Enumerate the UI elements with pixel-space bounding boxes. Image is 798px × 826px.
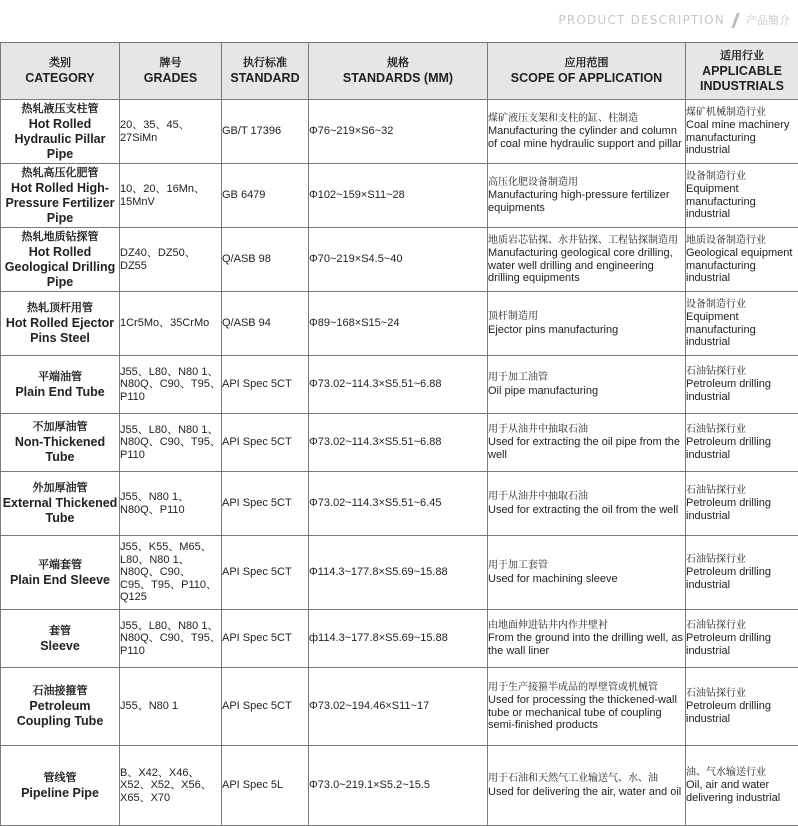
section-title-cn: 产品简介 xyxy=(746,12,790,28)
scope-en: From the ground into the drilling well, as the wall liner xyxy=(488,632,685,657)
scope-en: Oil pipe manufacturing xyxy=(488,385,685,398)
industry-en: Equipment manufacturing industrial xyxy=(686,183,798,221)
industry-cn: 设备制造行业 xyxy=(686,171,798,184)
size-cell: Φ76~219×S6~32 xyxy=(309,100,488,164)
industry-en: Petroleum drilling industrial xyxy=(686,632,798,657)
industry-cell xyxy=(686,610,798,668)
category-en: Pipeline Pipe xyxy=(1,786,119,801)
category-en: Plain End Sleeve xyxy=(1,573,119,588)
category-cell xyxy=(1,228,120,292)
industry-cell xyxy=(686,356,798,414)
category-en: Non-Thickened Tube xyxy=(1,435,119,465)
industry-cn: 地质设备制造行业 xyxy=(686,235,798,248)
size-cell: Φ70~219×S4.5~40 xyxy=(309,228,488,292)
scope-cn: 用于从油井中抽取石油 xyxy=(488,491,685,504)
category-cn: 管线管 xyxy=(1,771,119,786)
column-header-grades: 牌号 GRADES xyxy=(120,43,222,100)
standard-cell: GB/T 17396 xyxy=(222,100,309,164)
scope-cell xyxy=(488,610,686,668)
size-cell: Φ114.3~177.8×S5.69~15.88 xyxy=(309,536,488,610)
scope-cn: 煤矿液压支架和支柱的缸、柱制造 xyxy=(488,113,685,126)
category-cn: 热轧高压化肥管 xyxy=(1,166,119,181)
industry-cn: 石油钻探行业 xyxy=(686,554,798,567)
category-cn: 热轧地质钻探管 xyxy=(1,230,119,245)
category-cn: 热轧液压支柱管 xyxy=(1,102,119,117)
scope-en: Used for extracting the oil from the well xyxy=(488,504,685,517)
table-row xyxy=(1,746,798,826)
table-row xyxy=(1,472,798,536)
category-cn: 热轧顶杆用管 xyxy=(1,301,119,316)
scope-en: Manufacturing the cylinder and column of coal mine hydraulic support and pillar xyxy=(488,125,685,150)
category-cn: 套管 xyxy=(1,624,119,639)
column-header-industry: 适用行业 APPLICABLE INDUSTRIALS xyxy=(686,43,798,100)
table-row xyxy=(1,228,798,292)
scope-en: Manufacturing high-pressure fertilizer equipments xyxy=(488,189,685,214)
scope-cell xyxy=(488,100,686,164)
scope-cell xyxy=(488,746,686,826)
section-title xyxy=(558,12,790,28)
grades-cell: J55、K55、M65、L80、N80 1、N80Q、C90、C95、T95、P110、Q125 xyxy=(120,536,222,610)
table-row xyxy=(1,356,798,414)
scope-en: Ejector pins manufacturing xyxy=(488,324,685,337)
size-cell: Φ73.02~114.3×S5.51~6.88 xyxy=(309,356,488,414)
category-cell xyxy=(1,292,120,356)
grades-cell: J55、L80、N80 1、N80Q、C90、T95、P110 xyxy=(120,414,222,472)
scope-en: Used for delivering the air, water and oil xyxy=(488,786,685,799)
standard-cell: API Spec 5L xyxy=(222,746,309,826)
category-cn: 不加厚油管 xyxy=(1,420,119,435)
size-cell: Φ102~159×S11~28 xyxy=(309,164,488,228)
industry-cn: 石油钻探行业 xyxy=(686,366,798,379)
scope-cell xyxy=(488,414,686,472)
industry-cn: 石油钻探行业 xyxy=(686,424,798,437)
size-cell: Φ73.02~194.46×S11~17 xyxy=(309,668,488,746)
scope-en: Used for extracting the oil pipe from the well xyxy=(488,436,685,461)
slash-divider xyxy=(731,13,739,28)
standard-cell: API Spec 5CT xyxy=(222,668,309,746)
industry-cn: 石油钻探行业 xyxy=(686,688,798,701)
grades-cell: 20、35、45、27SiMn xyxy=(120,100,222,164)
category-cell xyxy=(1,164,120,228)
category-cell xyxy=(1,100,120,164)
grades-cell: J55、N80 1 xyxy=(120,668,222,746)
category-en: External Thickened Tube xyxy=(1,496,119,526)
scope-cell xyxy=(488,472,686,536)
grades-cell: 10、20、16Mn、15MnV xyxy=(120,164,222,228)
industry-cn: 油、气水输送行业 xyxy=(686,767,798,780)
section-title-en: PRODUCT DESCRIPTION xyxy=(558,13,725,27)
scope-cn: 用于加工套管 xyxy=(488,560,685,573)
industry-en: Equipment manufacturing industrial xyxy=(686,311,798,349)
industry-en: Petroleum drilling industrial xyxy=(686,566,798,591)
column-header-size: 规格 STANDARDS (MM) xyxy=(309,43,488,100)
table-row xyxy=(1,536,798,610)
industry-cn: 石油钻探行业 xyxy=(686,620,798,633)
category-cell xyxy=(1,610,120,668)
size-cell: Φ73.02~114.3×S5.51~6.45 xyxy=(309,472,488,536)
standard-cell: Q/ASB 98 xyxy=(222,228,309,292)
category-cell xyxy=(1,472,120,536)
industry-en: Geological equipment manufacturing industrial xyxy=(686,247,798,285)
table-header-row xyxy=(1,43,798,100)
industry-cell xyxy=(686,292,798,356)
category-cn: 外加厚油管 xyxy=(1,481,119,496)
category-en: Hot Rolled Ejector Pins Steel xyxy=(1,316,119,346)
scope-cell xyxy=(488,668,686,746)
category-en: Sleeve xyxy=(1,639,119,654)
scope-cn: 地质岩芯钻探、水井钻探、工程钻探制造用 xyxy=(488,235,685,248)
standard-cell: API Spec 5CT xyxy=(222,356,309,414)
table-row xyxy=(1,668,798,746)
scope-en: Used for processing the thickened-wall tube or mechanical tube of coupling semi-finished products xyxy=(488,694,685,732)
scope-cell xyxy=(488,356,686,414)
grades-cell: J55、N80 1、N80Q、P110 xyxy=(120,472,222,536)
industry-cell xyxy=(686,100,798,164)
column-header-scope: 应用范围 SCOPE OF APPLICATION xyxy=(488,43,686,100)
scope-cell xyxy=(488,536,686,610)
industry-en: Petroleum drilling industrial xyxy=(686,700,798,725)
scope-cell xyxy=(488,164,686,228)
table-row xyxy=(1,100,798,164)
scope-en: Used for machining sleeve xyxy=(488,573,685,586)
industry-en: Petroleum drilling industrial xyxy=(686,378,798,403)
scope-cn: 用于加工油管 xyxy=(488,372,685,385)
standard-cell: API Spec 5CT xyxy=(222,414,309,472)
industry-cell xyxy=(686,414,798,472)
category-cell xyxy=(1,356,120,414)
scope-en: Manufacturing geological core drilling, water well drilling and engineering drilling equipments xyxy=(488,247,685,285)
industry-en: Oil, air and water delivering industrial xyxy=(686,779,798,804)
scope-cn: 用于石油和天然气工业输送气、水、油 xyxy=(488,773,685,786)
table-row xyxy=(1,414,798,472)
category-cn: 平端油管 xyxy=(1,370,119,385)
category-cn: 平端套管 xyxy=(1,558,119,573)
scope-cell xyxy=(488,292,686,356)
category-cell xyxy=(1,414,120,472)
category-cn: 石油接箍管 xyxy=(1,684,119,699)
industry-en: Petroleum drilling industrial xyxy=(686,497,798,522)
table-row xyxy=(1,292,798,356)
industry-cell xyxy=(686,668,798,746)
category-cell xyxy=(1,668,120,746)
standard-cell: Q/ASB 94 xyxy=(222,292,309,356)
size-cell: Φ73.02~114.3×S5.51~6.88 xyxy=(309,414,488,472)
industry-cell xyxy=(686,536,798,610)
category-en: Petroleum Coupling Tube xyxy=(1,699,119,729)
grades-cell: J55、L80、N80 1、N80Q、C90、T95、P110 xyxy=(120,356,222,414)
category-en: Hot Rolled Hydraulic Pillar Pipe xyxy=(1,117,119,162)
category-en: Hot Rolled Geological Drilling Pipe xyxy=(1,245,119,290)
standard-cell: GB 6479 xyxy=(222,164,309,228)
page-header xyxy=(0,0,798,42)
size-cell: Φ73.0~219.1×S5.2~15.5 xyxy=(309,746,488,826)
industry-cn: 设备制造行业 xyxy=(686,299,798,312)
category-cell xyxy=(1,536,120,610)
industry-cell xyxy=(686,228,798,292)
grades-cell: J55、L80、N80 1、N80Q、C90、T95、P110 xyxy=(120,610,222,668)
table-row xyxy=(1,164,798,228)
industry-cell xyxy=(686,164,798,228)
product-table xyxy=(0,42,798,826)
size-cell: ф114.3~177.8×S5.69~15.88 xyxy=(309,610,488,668)
category-cell xyxy=(1,746,120,826)
standard-cell: API Spec 5CT xyxy=(222,536,309,610)
industry-cn: 石油钻探行业 xyxy=(686,485,798,498)
industry-cn: 煤矿机械制造行业 xyxy=(686,107,798,120)
industry-en: Petroleum drilling industrial xyxy=(686,436,798,461)
scope-cn: 用于生产接箍半成品的厚壁管或机械管 xyxy=(488,682,685,695)
industry-cell xyxy=(686,472,798,536)
scope-cn: 由地面伸进钻井内作井壁衬 xyxy=(488,620,685,633)
category-en: Hot Rolled High- Pressure Fertilizer Pipe xyxy=(1,181,119,226)
scope-cell xyxy=(488,228,686,292)
category-en: Plain End Tube xyxy=(1,385,119,400)
column-header-category: 类别 CATEGORY xyxy=(1,43,120,100)
industry-cell xyxy=(686,746,798,826)
scope-cn: 用于从油井中抽取石油 xyxy=(488,424,685,437)
column-header-standard: 执行标准 STANDARD xyxy=(222,43,309,100)
grades-cell: DZ40、DZ50、DZ55 xyxy=(120,228,222,292)
scope-cn: 顶杆制造用 xyxy=(488,311,685,324)
scope-cn: 高压化肥设备制造用 xyxy=(488,177,685,190)
standard-cell: API Spec 5CT xyxy=(222,472,309,536)
size-cell: Φ89~168×S15~24 xyxy=(309,292,488,356)
grades-cell: B、X42、X46、X52、X52、X56、X65、X70 xyxy=(120,746,222,826)
industry-en: Coal mine machinery manufacturing industrial xyxy=(686,119,798,157)
standard-cell: API Spec 5CT xyxy=(222,610,309,668)
table-row xyxy=(1,610,798,668)
grades-cell: 1Cr5Mo、35CrMo xyxy=(120,292,222,356)
